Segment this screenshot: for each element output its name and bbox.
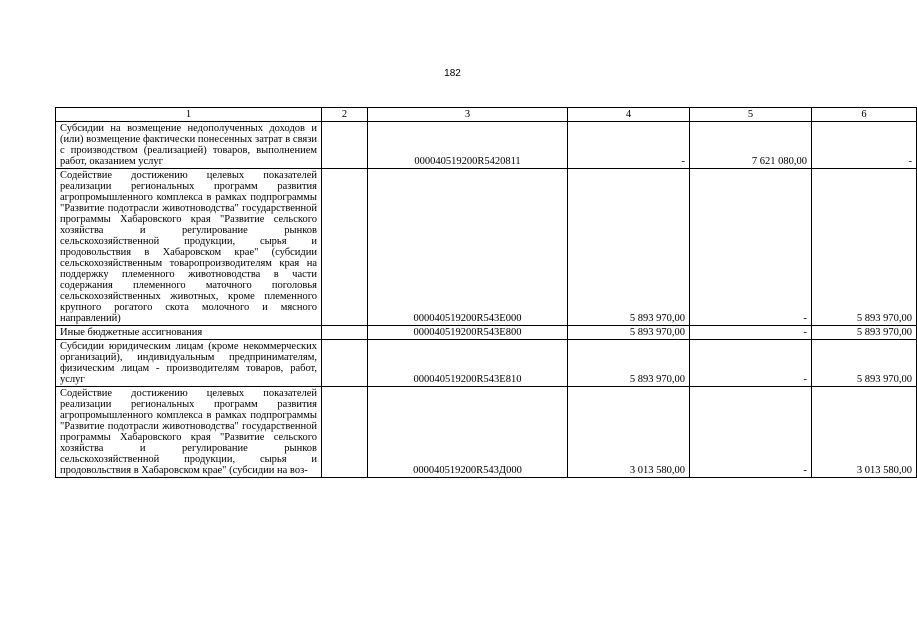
- row-name-cell: Содействие достижению целевых показателей реализации региональных программ развития агропромышленного комплекса в рамках подпрограммы "Развитие подотрасли животноводства" государственной программы Хабаровского края "Развитие сельского хозяйства и регулирование рынков сельскохозяйственной продукции, сырья и продовольствия в Хабаровском крае" (субсидии сельскохозяйственным товаропроизводителям края на поддержку племенного животноводства в части содержания племенного маточного поголовья сельскохозяйственных животных, кроме племенного крупного рогатого скота молочного и мясного направлений): [56, 169, 322, 326]
- row-col2-cell: [322, 169, 368, 326]
- table-row: [56, 340, 917, 387]
- row-col4-cell: 5 893 970,00: [568, 169, 690, 326]
- row-col2-cell: [322, 122, 368, 169]
- row-code-cell: 000040519200R5420811: [368, 122, 568, 169]
- table-header-row: [56, 108, 917, 122]
- row-col6-cell: 5 893 970,00: [812, 340, 917, 387]
- row-col4-cell: 3 013 580,00: [568, 387, 690, 478]
- row-col6-cell: 5 893 970,00: [812, 326, 917, 340]
- table-row: [56, 387, 917, 478]
- row-code-cell: 000040519200R543E000: [368, 169, 568, 326]
- row-col5-cell: -: [690, 169, 812, 326]
- row-name-cell: Субсидии на возмещение недополученных доходов и (или) возмещение фактически понесенных затрат в связи с производством (реализацией) товаров, выполнением работ, оказанием услуг: [56, 122, 322, 169]
- budget-table: [55, 107, 917, 478]
- column-header: 2: [322, 108, 368, 122]
- table-row: [56, 326, 917, 340]
- page-number: 182: [444, 68, 461, 79]
- row-col2-cell: [322, 387, 368, 478]
- column-header: 4: [568, 108, 690, 122]
- column-header: 3: [368, 108, 568, 122]
- row-code-cell: 000040519200R543E810: [368, 340, 568, 387]
- row-col6-cell: 5 893 970,00: [812, 169, 917, 326]
- row-col2-cell: [322, 326, 368, 340]
- row-name-cell: Иные бюджетные ассигнования: [56, 326, 322, 340]
- row-col5-cell: 7 621 080,00: [690, 122, 812, 169]
- row-col4-cell: -: [568, 122, 690, 169]
- row-name-cell: Субсидии юридическим лицам (кроме некоммерческих организаций), индивидуальным предпринимателям, физическим лицам - производителям товаров, работ, услуг: [56, 340, 322, 387]
- row-col2-cell: [322, 340, 368, 387]
- row-col4-cell: 5 893 970,00: [568, 326, 690, 340]
- row-col5-cell: -: [690, 387, 812, 478]
- row-col6-cell: 3 013 580,00: [812, 387, 917, 478]
- row-col5-cell: -: [690, 340, 812, 387]
- column-header: 6: [812, 108, 917, 122]
- row-code-cell: 000040519200R543E800: [368, 326, 568, 340]
- table-row: [56, 122, 917, 169]
- row-col6-cell: -: [812, 122, 917, 169]
- row-col5-cell: -: [690, 326, 812, 340]
- column-header: 5: [690, 108, 812, 122]
- row-name-cell: Содействие достижению целевых показателей реализации региональных программ развития агропромышленного комплекса в рамках подпрограммы "Развитие подотрасли животноводства" государственной программы Хабаровского края "Развитие сельского хозяйства и регулирование рынков сельскохозяйственной продукции, сырья и продовольствия в Хабаровском крае" (субсидии на воз-: [56, 387, 322, 478]
- table-row: [56, 169, 917, 326]
- row-code-cell: 000040519200R543Д000: [368, 387, 568, 478]
- row-col4-cell: 5 893 970,00: [568, 340, 690, 387]
- column-header: 1: [56, 108, 322, 122]
